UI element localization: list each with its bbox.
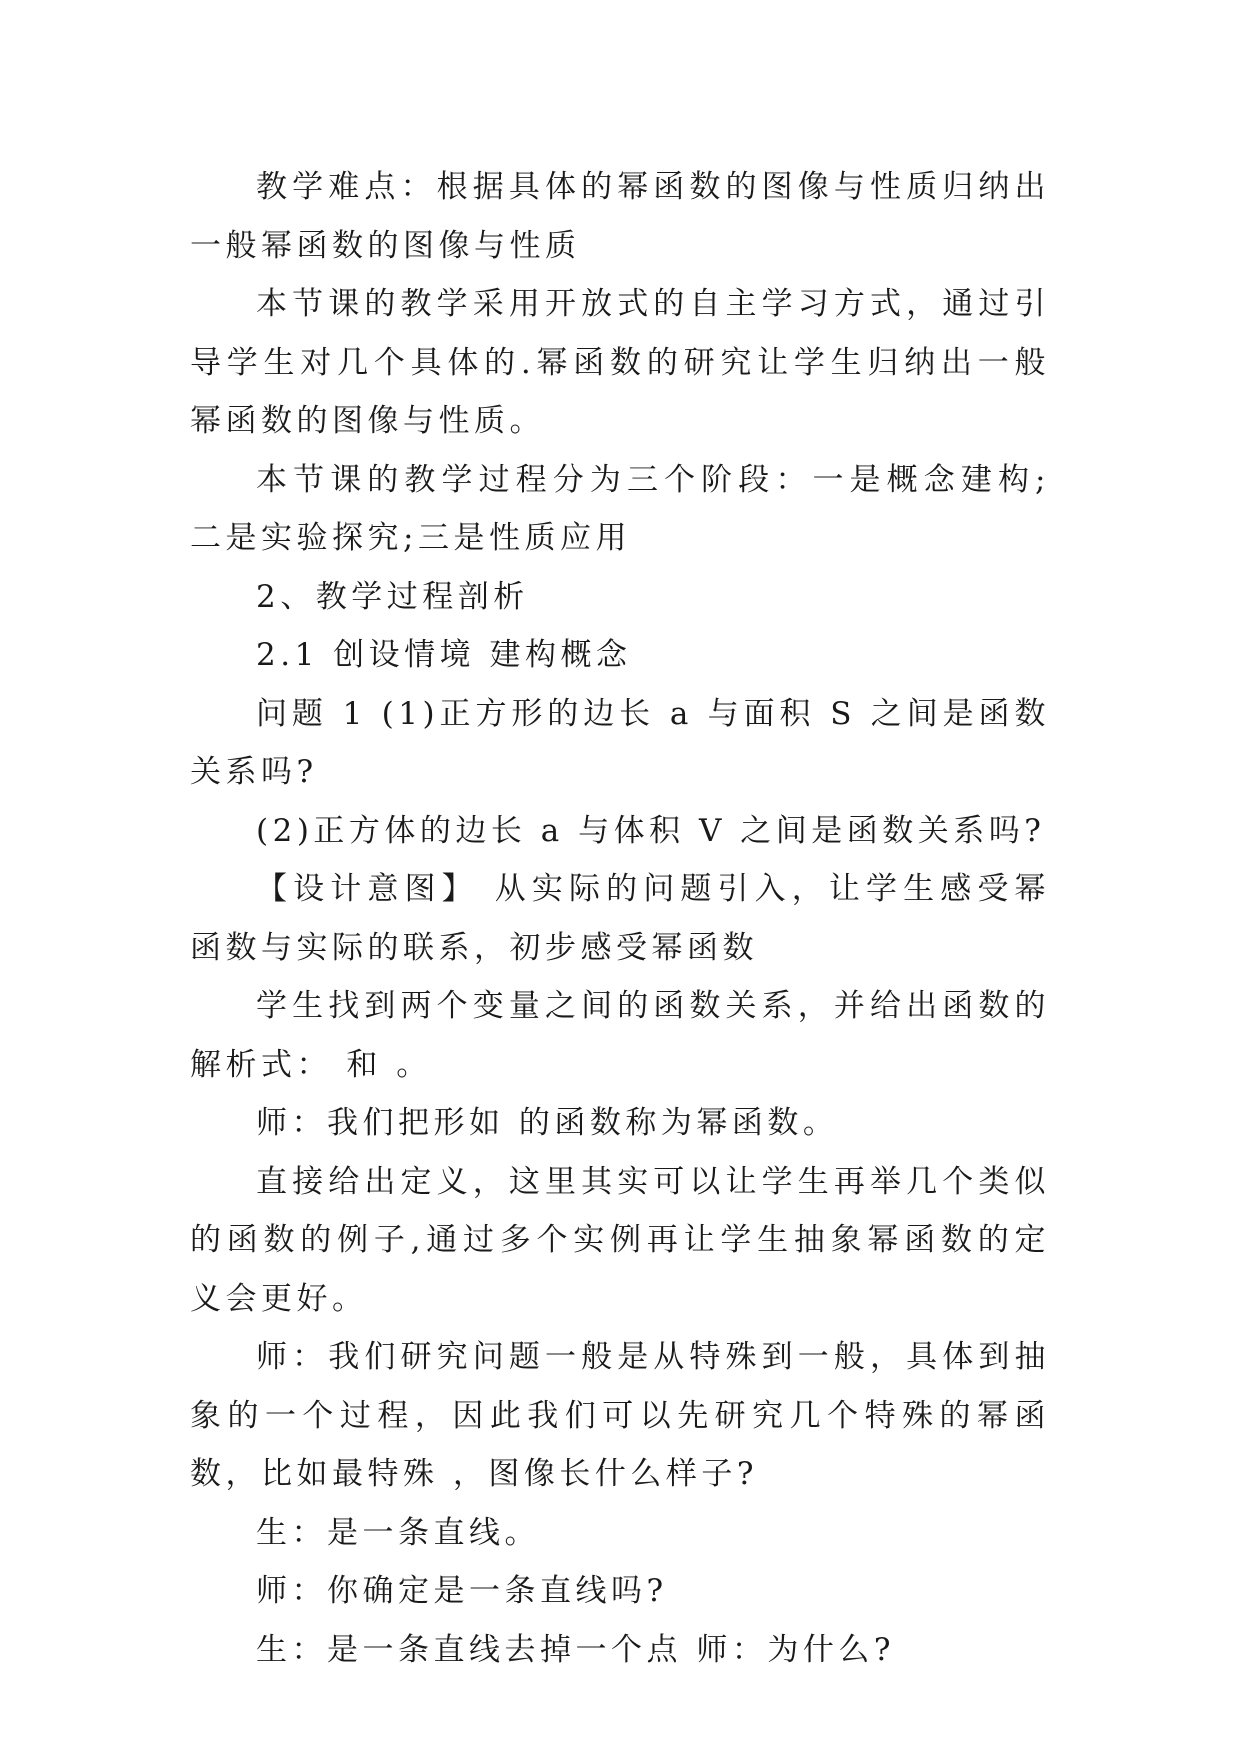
question-1-part-2: (2)正方体的边长 a 与体积 V 之间是函数关系吗? [256, 812, 1046, 849]
paragraph-teaching-method: 本节课的教学采用开放式的自主学习方式，通过引导学生对几个具体的.幂函数的研究让学生归纳出一般幂函数的图像与性质。 [190, 286, 1050, 439]
section-heading-process: 2、教学过程剖析 [256, 578, 529, 615]
paragraph-commentary: 直接给出定义，这里其实可以让学生再举几个类似的函数的例子,通过多个实例再让学生抽象幂函数的定义会更好。 [190, 1163, 1050, 1317]
paragraph-teaching-stages: 本节课的教学过程分为三个阶段：一是概念建构;二是实验探究;三是性质应用 [190, 461, 1050, 556]
dialogue-teacher-definition: 师：我们把形如 的函数称为幂函数。 [256, 1105, 839, 1141]
dialogue-student-point-removed: 生：是一条直线去掉一个点 师：为什么? [256, 1631, 895, 1668]
dialogue-student-line: 生：是一条直线。 [256, 1514, 540, 1551]
question-1-part-1: 问题 1 (1)正方形的边长 a 与面积 S 之间是函数关系吗? [190, 695, 1050, 790]
document-body [190, 158, 1050, 1679]
paragraph-student-finding: 学生找到两个变量之间的函数关系，并给出函数的解析式： 和 。 [190, 988, 1050, 1083]
dialogue-teacher-confirm: 师：你确定是一条直线吗? [256, 1573, 668, 1609]
subsection-heading-concept: 2.1 创设情境 建构概念 [256, 637, 632, 673]
paragraph-design-intent: 【设计意图】 从实际的问题引入，让学生感受幂函数与实际的联系，初步感受幂函数 [190, 871, 1050, 966]
paragraph-teaching-difficulty: 教学难点：根据具体的幂函数的图像与性质归纳出一般幂函数的图像与性质 [190, 169, 1050, 264]
dialogue-teacher-special-case: 师：我们研究问题一般是从特殊到一般，具体到抽象的一个过程，因此我们可以先研究几个特殊的幂函数，比如最特殊 ，图像长什么样子? [190, 1339, 1050, 1492]
